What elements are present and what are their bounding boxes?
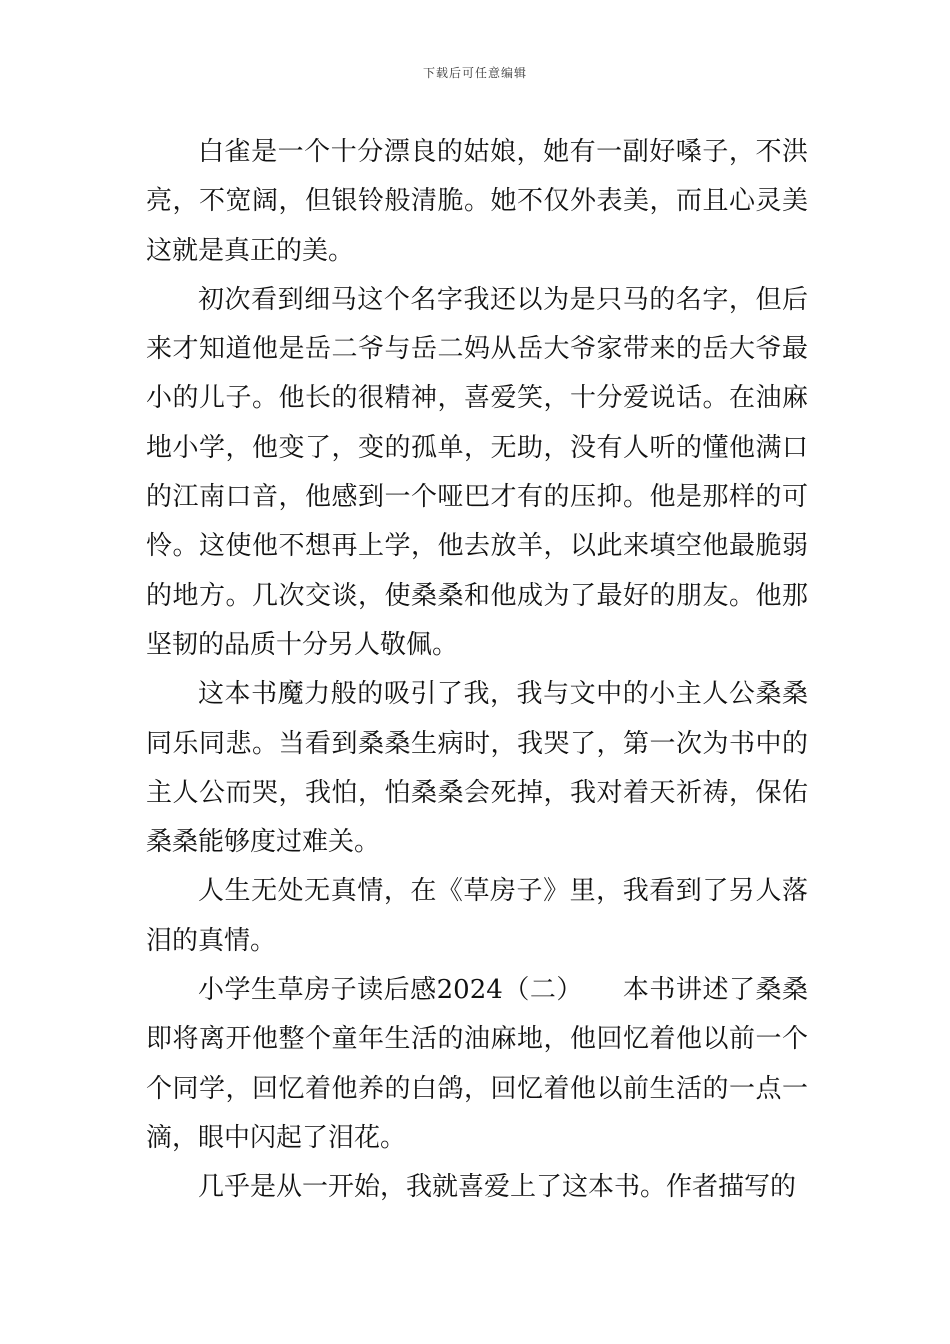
paragraph-book-charm: 这本书魔力般的吸引了我，我与文中的小主人公桑桑同乐同悲。当看到桑桑生病时，我哭了，第一次为书中的主人公而哭，我怕，怕桑桑会死掉，我对着天祈祷，保佑桑桑能够度过难关。 [146, 679, 808, 858]
paragraph-baique: 白雀是一个十分漂良的姑娘，她有一副好嗓子，不洪亮，不宽阔，但银铃般清脆。她不仅外表美，而且心灵美这就是真正的美。 [146, 137, 808, 266]
paragraph-xima: 初次看到细马这个名字我还以为是只马的名字，但后来才知道他是岳二爷与岳二妈从岳大爷家带来的岳大爷最小的儿子。他长的很精神，喜爱笑，十分爱说话。在油麻地小学，他变了，变的孤单，无助，没有人听的懂他满口的江南口音，他感到一个哑巴才有的压抑。他是那样的可怜。这使他不想再上学，他去放羊，以此来填空他最脆弱的地方。几次交谈，使桑桑和他成为了最好的朋友。他那坚韧的品质十分另人敬佩。 [146, 284, 808, 660]
paragraph-true-feelings: 人生无处无真情，在《草房子》里，我看到了另人落泪的真情。 [146, 876, 808, 956]
page-header-note: 下载后可任意编辑 [422, 66, 527, 80]
document-body [146, 128, 808, 1213]
paragraph-review-two: 小学生草房子读后感2024（二） 本书讲述了桑桑即将离开他整个童年生活的油麻地，他回忆着他以前一个个同学，回忆着他养的白鸽，回忆着他以前生活的一点一滴，眼中闪起了泪花。 [146, 975, 808, 1153]
paragraph-from-start: 几乎是从一开始，我就喜爱上了这本书。作者描写的 [198, 1172, 797, 1203]
